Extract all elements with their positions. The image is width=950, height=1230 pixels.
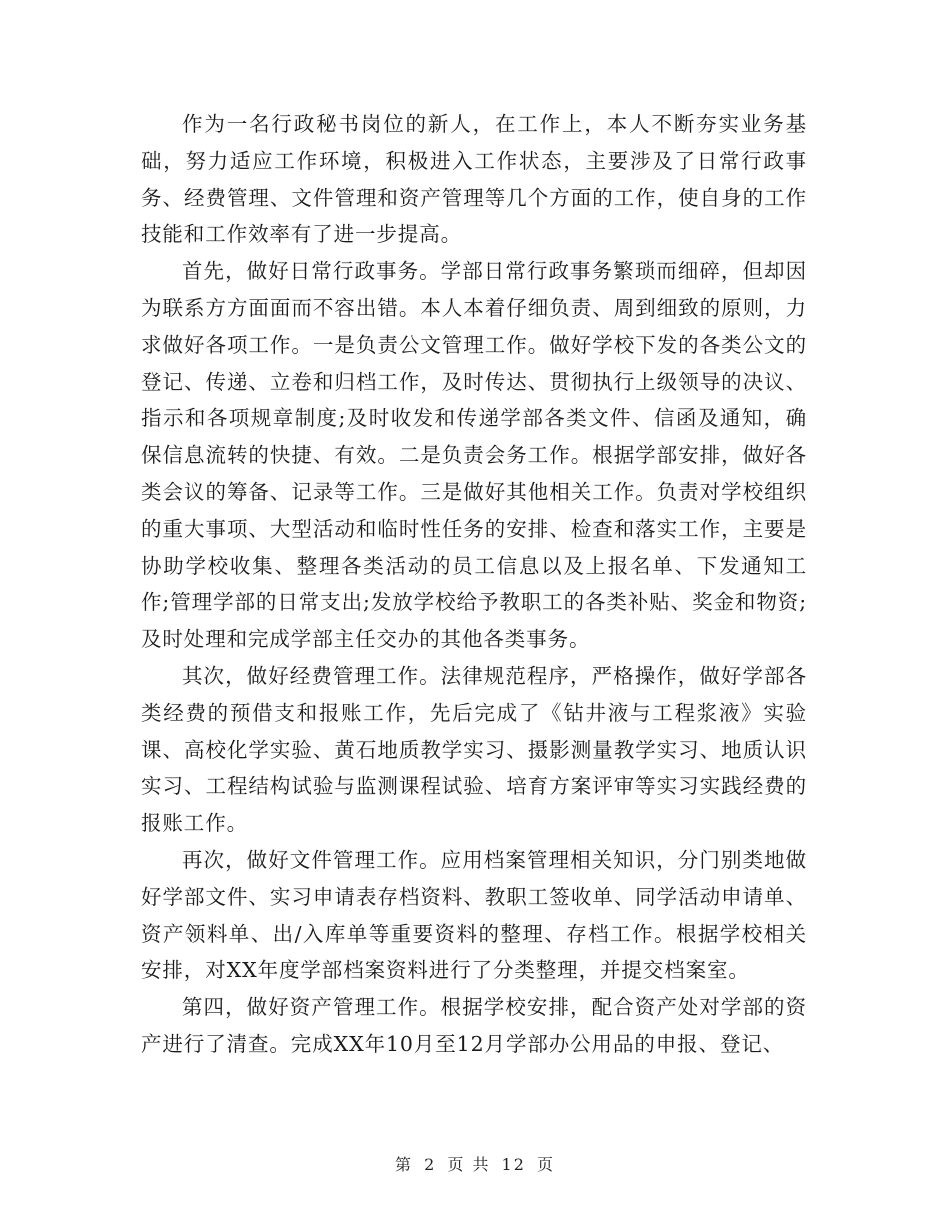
page-footer xyxy=(0,1152,950,1175)
footer-middle: 页 共 xyxy=(447,1155,491,1174)
paragraph-assets: 第四，做好资产管理工作。根据学校安排，配合资产处对学部的资产进行了清查。完成XX年10月至12月学部办公用品的申报、登记、 xyxy=(141,995,807,1056)
footer-total-pages: 12 xyxy=(501,1155,526,1174)
footer-suffix: 页 xyxy=(537,1155,556,1174)
paragraph-intro: 作为一名行政秘书岗位的新人，在工作上，本人不断夯实业务基础，努力适应工作环境，积极进入工作状态，主要涉及了日常行政事务、经费管理、文件管理和资产管理等几个方面的工作，使自身的工作技能和工作效率有了进一步提高。 xyxy=(141,112,807,247)
footer-prefix: 第 xyxy=(394,1155,413,1174)
paragraph-daily-affairs: 首先，做好日常行政事务。学部日常行政事务繁琐而细碎，但却因为联系方方面面而不容出错。本人本着仔细负责、周到细致的原则，力求做好各项工作。一是负责公文管理工作。做好学校下发的各类公文的登记、传递、立卷和归档工作，及时传达、贯彻执行上级领导的决议、指示和各项规章制度;及时收发和传递学部各类文件、信函及通知，确保信息流转的快捷、有效。二是负责会务工作。根据学部安排，做好各类会议的筹备、记录等工作。三是做好其他相关工作。负责对学校组织的重大事项、大型活动和临时性任务的安排、检查和落实工作，主要是协助学校收集、整理各类活动的员工信息以及上报名单、下发通知工作;管理学部的日常支出;发放学校给予教职工的各类补贴、奖金和物资;及时处理和完成学部主任交办的其他各类事务。 xyxy=(141,259,807,652)
footer-current-page: 2 xyxy=(424,1155,437,1174)
paragraph-funding: 其次，做好经费管理工作。法律规范程序，严格操作，做好学部各类经费的预借支和报账工作，先后完成了《钻井液与工程浆液》实验课、高校化学实验、黄石地质教学实习、摄影测量教学实习、地质认识实习、工程结构试验与监测课程试验、培育方案评审等实习实践经费的报账工作。 xyxy=(141,663,807,836)
document-body xyxy=(141,106,807,1063)
paragraph-documents: 再次，做好文件管理工作。应用档案管理相关知识，分门别类地做好学部文件、实习申请表存档资料、教职工签收单、同学活动申请单、资产领料单、出/入库单等重要资料的整理、存档工作。根据学校相关安排，对XX年度学部档案资料进行了分类整理，并提交档案室。 xyxy=(141,847,807,983)
